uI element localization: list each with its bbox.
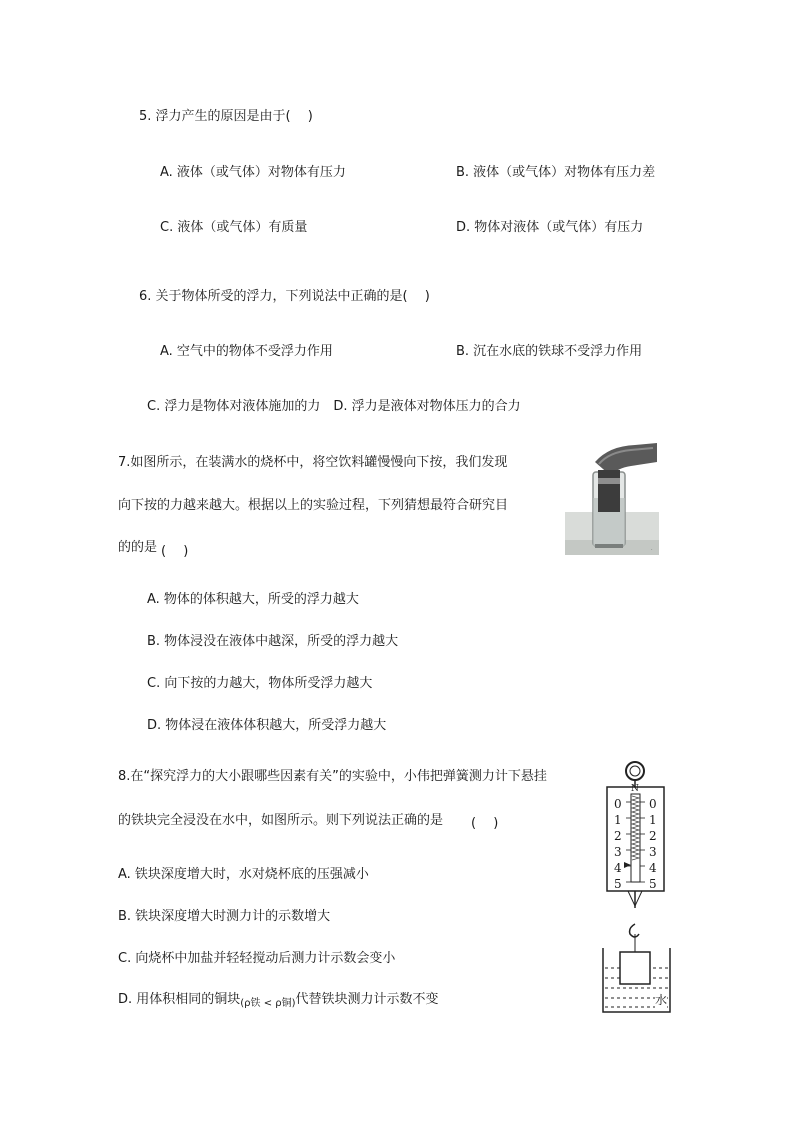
q5-option-a: A. 液体（或气体）对物体有压力 — [160, 165, 346, 180]
q7-stem-line1: 7.如图所示，在装满水的烧杯中，将空饮料罐慢慢向下按，我们发现 — [118, 455, 508, 470]
q8-answer-paren: ( ) — [471, 816, 499, 831]
q8-option-d-prefix: D. 用体积相同的铜块 — [118, 992, 241, 1007]
scale-left-tick-4: 4 — [614, 861, 622, 875]
q6-stem: 6. 关于物体所受的浮力，下列说法中正确的是( ) — [139, 289, 430, 304]
scale-left-tick-1: 1 — [614, 813, 622, 827]
scale-right-tick-5: 5 — [649, 877, 657, 891]
q8-option-d-suffix: 代替铁块测力计示数不变 — [295, 992, 439, 1007]
q8-figure-spring-scale — [602, 760, 674, 1016]
q5-option-d: D. 物体对液体（或气体）有压力 — [456, 220, 644, 235]
q7-stem-line3: 的的是 — [118, 540, 158, 555]
q6-option-cd: C. 浮力是物体对液体施加的力 D. 浮力是液体对物体压力的合力 — [147, 399, 521, 414]
q7-stem-line2: 向下按的力越来越大。根据以上的实验过程，下列猜想最符合研究目 — [118, 498, 509, 513]
q5-option-c: C. 液体（或气体）有质量 — [160, 220, 308, 235]
scale-unit-label: N — [631, 784, 639, 794]
q7-figure-photo — [565, 440, 659, 555]
scale-right-tick-0: 0 — [649, 797, 657, 811]
q8-stem-line2: 的铁块完全浸没在水中，如图所示。则下列说法正确的是 — [118, 813, 444, 828]
q8-option-a: A. 铁块深度增大时，水对烧杯底的压强减小 — [118, 867, 369, 882]
q6-option-a: A. 空气中的物体不受浮力作用 — [160, 344, 333, 359]
scale-right-tick-4: 4 — [649, 861, 657, 875]
q7-option-a: A. 物体的体积越大，所受的浮力越大 — [147, 592, 359, 607]
water-label: 水 — [655, 993, 668, 1007]
q8-option-d — [118, 992, 439, 1009]
scale-left-tick-5: 5 — [614, 877, 622, 891]
q7-option-d: D. 物体浸在液体体积越大，所受浮力越大 — [147, 718, 387, 733]
q5-stem: 5. 浮力产生的原因是由于( ) — [139, 109, 313, 124]
q7-option-c: C. 向下按的力越大，物体所受浮力越大 — [147, 676, 373, 691]
scale-right-tick-2: 2 — [649, 829, 657, 843]
q6-option-b: B. 沉在水底的铁球不受浮力作用 — [456, 344, 643, 359]
q5-option-b: B. 液体（或气体）对物体有压力差 — [456, 165, 656, 180]
scale-right-tick-3: 3 — [649, 845, 657, 859]
q8-option-c: C. 向烧杯中加盐并轻轻搅动后测力计示数会变小 — [118, 951, 396, 966]
q7-answer-paren: ( ) — [161, 544, 189, 559]
scale-left-tick-0: 0 — [614, 797, 622, 811]
q7-option-b: B. 物体浸没在液体中越深，所受的浮力越大 — [147, 634, 399, 649]
scale-right-tick-1: 1 — [649, 813, 657, 827]
scale-left-tick-2: 2 — [614, 829, 622, 843]
svg-text:·: · — [651, 547, 653, 553]
q8-stem-line1: 8.在“探究浮力的大小跟哪些因素有关”的实验中，小伟把弹簧测力计下悬挂 — [118, 769, 547, 784]
scale-left-tick-3: 3 — [614, 845, 622, 859]
q8-option-b: B. 铁块深度增大时测力计的示数增大 — [118, 909, 331, 924]
q8-density-formula: (ρ铁 < ρ铜) — [240, 998, 296, 1009]
